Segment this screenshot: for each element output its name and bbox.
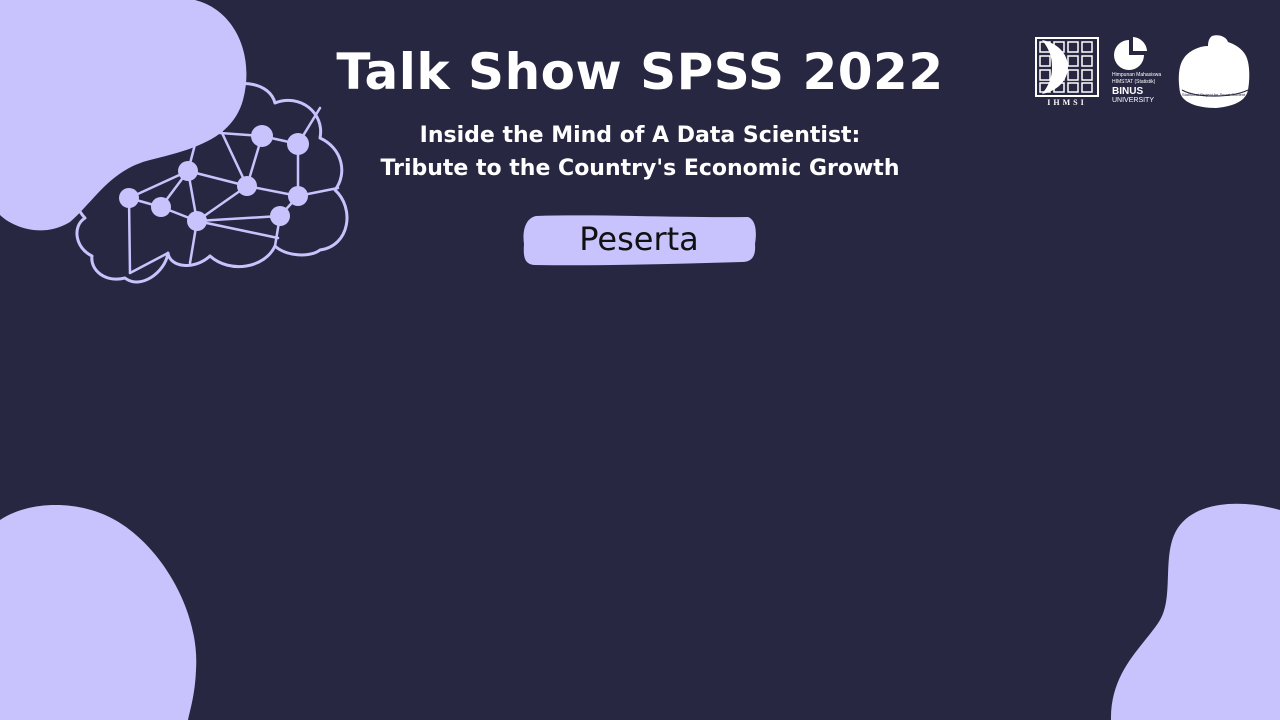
project-bucket-icon bbox=[1176, 34, 1252, 110]
himstat-line-2: HIMSTAT (Statistik) bbox=[1112, 79, 1156, 85]
blob-bottom-left bbox=[0, 500, 200, 720]
pie-chart-icon bbox=[1112, 36, 1152, 72]
project-logo-text: Statistical Project for Smart Student bbox=[1182, 92, 1246, 97]
ihmsi-logo bbox=[1034, 36, 1100, 108]
slide-subtitle-line-1: Inside the Mind of A Data Scientist: bbox=[419, 123, 861, 148]
ihmsi-logo-icon bbox=[1034, 36, 1100, 98]
ihmsi-logo-text: IHMSI bbox=[1047, 98, 1087, 107]
binus-wordmark: BINUS bbox=[1112, 86, 1144, 97]
slide-subtitle-line-2: Tribute to the Country's Economic Growth bbox=[380, 156, 900, 181]
blob-bottom-right bbox=[1105, 500, 1280, 720]
himstat-line-1: Himpunan Mahasiswa bbox=[1112, 72, 1162, 78]
role-label: Peserta bbox=[579, 220, 699, 258]
slide-title: Talk Show SPSS 2022 bbox=[336, 43, 944, 101]
role-badge bbox=[522, 214, 756, 266]
himstat-binus-logo bbox=[1112, 36, 1174, 108]
statistical-project-logo bbox=[1176, 34, 1252, 110]
university-wordmark: UNIVERSITY bbox=[1112, 97, 1155, 104]
